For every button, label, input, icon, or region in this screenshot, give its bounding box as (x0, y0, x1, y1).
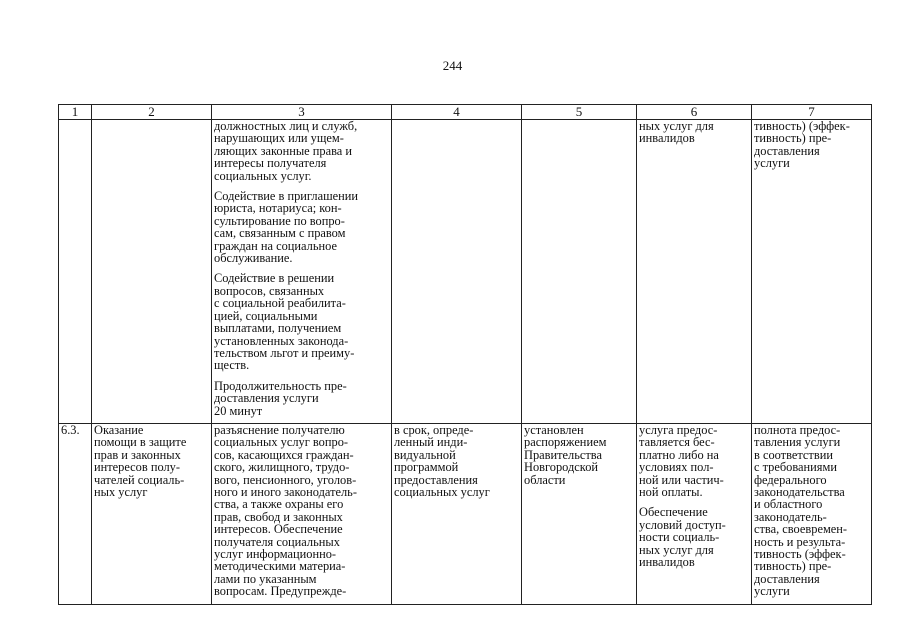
table-row-6-3 (59, 424, 872, 605)
page-number: 244 (442, 58, 463, 73)
text-line: цией, социальными (214, 308, 318, 323)
text-line: доставления (754, 143, 820, 158)
text-line: области (524, 472, 566, 487)
column-header-3: 3 (212, 105, 392, 120)
text-line: предоставления (394, 472, 478, 487)
text-line: социальных услуг вопро- (214, 435, 349, 450)
cell-service-name (92, 424, 212, 605)
cell-quality-indicators (752, 424, 872, 605)
text-line: с социальной реабилита- (214, 296, 346, 311)
text-line: ства, а также охраны его (214, 497, 344, 512)
text-line: условий доступ- (639, 517, 726, 532)
cell-paragraph (214, 424, 390, 598)
cell-paragraph (639, 120, 750, 145)
text-line: помощи в защите (94, 435, 187, 450)
text-line: услуги (754, 584, 790, 599)
text-line: лами по указанным (214, 571, 317, 586)
text-line: Обеспечение (639, 505, 708, 520)
text-line: услуги (754, 156, 790, 171)
text-line: услуга предос- (639, 423, 718, 437)
cell-tariff (522, 424, 637, 605)
cell-paragraph (524, 424, 635, 486)
cell-paragraph (214, 380, 390, 417)
text-line: тивность) пре- (754, 559, 832, 574)
text-line: ляющих законные права и (214, 143, 353, 158)
text-line: тельством льгот и преиму- (214, 345, 355, 360)
column-header-2: 2 (92, 105, 212, 120)
text-line: ной или частич- (639, 472, 724, 487)
text-line: Содействие в приглашении (214, 189, 359, 204)
cell-service-description (212, 424, 392, 605)
text-line: ства, своевремен- (754, 522, 848, 537)
cell-number (59, 120, 92, 424)
cell-service-description (212, 120, 392, 424)
cell-number: 6.3. (59, 424, 92, 605)
cell-service-term (392, 424, 522, 605)
text-line: с требованиями (754, 460, 837, 475)
text-line: ных услуг для (639, 119, 714, 133)
text-line: разъяснение получателю (214, 423, 345, 437)
text-line: нарушающих или ущем- (214, 131, 344, 146)
text-line: в соответствии (754, 447, 833, 462)
column-header-1: 1 (59, 105, 92, 120)
text-line: обслуживание. (214, 251, 293, 266)
column-header-6: 6 (637, 105, 752, 120)
text-line: ность и результа- (754, 534, 846, 549)
cell-service-name (92, 120, 212, 424)
text-line: социальных услуг (394, 485, 490, 500)
column-header-4: 4 (392, 105, 522, 120)
cell-paragraph (214, 120, 390, 182)
text-line: ных услуг для (639, 542, 714, 557)
cell-conditions (637, 424, 752, 605)
cell-tariff (522, 120, 637, 424)
text-line: Оказание (94, 423, 144, 437)
text-line: сов, касающихся граждан- (214, 447, 354, 462)
text-line: установлен (524, 423, 584, 437)
text-line: должностных лиц и служб, (214, 119, 358, 133)
text-line: тивность) пре- (754, 131, 832, 146)
text-line: тавляется бес- (639, 435, 715, 450)
cell-paragraph (214, 190, 390, 264)
cell-paragraph (394, 424, 520, 498)
text-line: доставления услуги (214, 391, 319, 406)
text-line: и областного (754, 497, 823, 512)
services-table (58, 104, 872, 605)
text-line: в срок, опреде- (394, 423, 474, 437)
text-line: прав, свобод и законных (214, 509, 343, 524)
text-line: интересов полу- (94, 460, 180, 475)
text-line: сультирование по вопро- (214, 213, 345, 228)
text-line: вопросов, связанных (214, 283, 325, 298)
text-line: федерального (754, 472, 827, 487)
text-line: интересов. Обеспечение (214, 522, 343, 537)
cell-paragraph (639, 424, 750, 498)
text-line: тивность (эффек- (754, 547, 846, 562)
text-line: Правительства (524, 447, 602, 462)
text-line: прав и законных (94, 447, 181, 462)
text-line: ности социаль- (639, 530, 720, 545)
column-header-5: 5 (522, 105, 637, 120)
text-line: установленных законода- (214, 333, 349, 348)
text-line: ского, жилищного, трудо- (214, 460, 350, 475)
text-line: Содействие в решении (214, 271, 335, 286)
cell-conditions (637, 120, 752, 424)
column-header-7: 7 (752, 105, 872, 120)
text-line: сам, связанным с правом (214, 226, 346, 241)
text-line: ных услуг (94, 485, 148, 500)
text-line: социальных услуг. (214, 168, 312, 183)
text-line: чателей социаль- (94, 472, 185, 487)
table-row-continuation (59, 120, 872, 424)
text-line: ленный инди- (394, 435, 468, 450)
text-line: инвалидов (639, 555, 695, 570)
text-line: ной оплаты. (639, 485, 703, 500)
text-line: доставления (754, 571, 820, 586)
cell-quality-indicators (752, 120, 872, 424)
text-line: Новгородской (524, 460, 599, 475)
text-line: программой (394, 460, 459, 475)
text-line: интересы получателя (214, 156, 327, 171)
text-line: условиях пол- (639, 460, 714, 475)
text-line: граждан на социальное (214, 238, 337, 253)
cell-paragraph (214, 272, 390, 371)
text-line: тивность) (эффек- (754, 119, 850, 133)
text-line: ного и иного законодатель- (214, 485, 357, 500)
text-line: услуг информационно- (214, 547, 337, 562)
cell-paragraph (754, 120, 870, 170)
text-line: выплатами, получением (214, 321, 342, 336)
text-line: вого, пенсионного, уголов- (214, 472, 357, 487)
text-line: полнота предос- (754, 423, 841, 437)
text-line: платно либо на (639, 447, 719, 462)
text-line: законодательства (754, 485, 845, 500)
text-line: распоряжением (524, 435, 607, 450)
column-number-row (59, 105, 872, 120)
cell-paragraph (754, 424, 870, 598)
text-line: законодатель- (754, 509, 827, 524)
text-line: юриста, нотариуса; кон- (214, 201, 342, 216)
text-line: получателя социальных (214, 534, 340, 549)
text-line: видуальной (394, 447, 456, 462)
text-line: вопросам. Предупрежде- (214, 584, 347, 599)
text-line: ществ. (214, 358, 250, 373)
cell-paragraph (639, 506, 750, 568)
cell-paragraph (94, 424, 210, 498)
text-line: инвалидов (639, 131, 695, 146)
text-line: методическими материа- (214, 559, 346, 574)
text-line: Продолжительность пре- (214, 378, 347, 393)
text-line: тавления услуги (754, 435, 841, 450)
cell-service-term (392, 120, 522, 424)
text-line: 20 минут (214, 403, 263, 418)
